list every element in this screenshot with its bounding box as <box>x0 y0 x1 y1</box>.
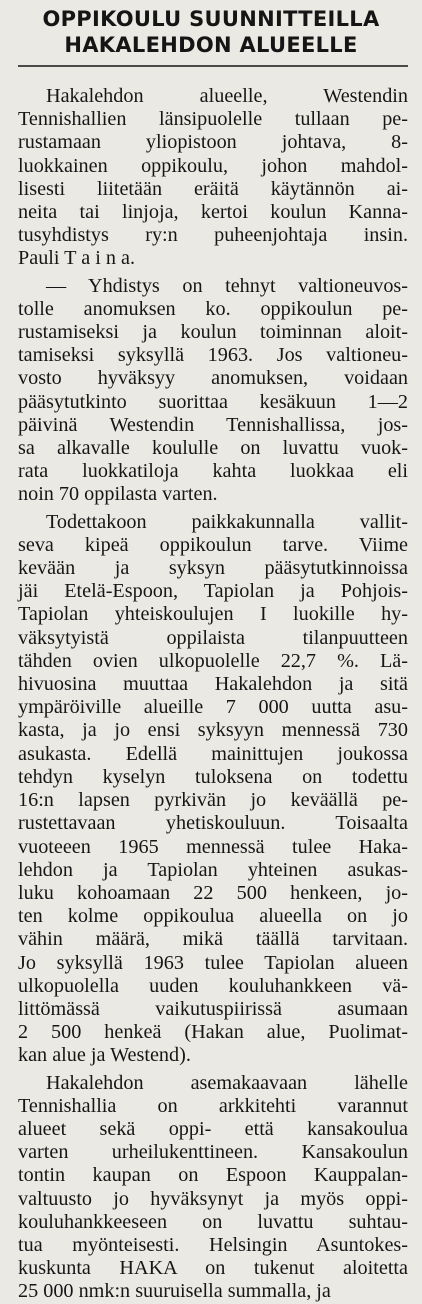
paragraph <box>18 275 408 507</box>
headline <box>0 6 422 58</box>
text-line: Tapiolan yhteiskoulujen I luokille hy- <box>18 603 408 626</box>
text-line: tähden ovien ulkopuolelle 22,7 %. Lä- <box>18 649 408 672</box>
text-line: 25 000 nmk:n suuruisella summalla, ja <box>18 1280 331 1303</box>
text-line: Tennishallia on arkkitehti varannut <box>18 1094 408 1117</box>
text-line: kasta, ja jo ensi syksyyn mennessä 730 <box>18 719 408 742</box>
text-line: Tennishallien länsipuolelle tullaan pe- <box>18 108 408 131</box>
text-line: tua myönteisesti. Helsingin Asuntokes- <box>18 1233 408 1256</box>
text-line: jäi Etelä-Espoon, Tapiolan ja Pohjois- <box>18 580 408 603</box>
text-line: kuskunta HAKA on tukenut aloitetta <box>18 1257 408 1280</box>
text-line: rata luokkatiloja kahta luokkaa eli <box>18 460 408 483</box>
text-line: tusyhdistys ry:n puheenjohtaja insin. <box>18 224 408 247</box>
paragraph <box>18 1072 408 1304</box>
text-line: tehdyn kyselyn tuloksena on todettu <box>18 765 408 788</box>
text-line: ulkopuolella uuden kouluhankkeen vä- <box>18 974 408 997</box>
text-line: neita tai linjoja, kertoi koulun Kanna- <box>18 201 408 224</box>
text-line: varten urheilukenttineen. Kansakoulun <box>18 1141 408 1164</box>
text-line: ten kolme oppikoulua alueella on jo <box>18 905 408 928</box>
text-line: Hakalehdon asemakaavaan lähelle <box>46 1071 408 1094</box>
text-line: tontin kaupan on Espoon Kauppalan- <box>18 1164 408 1187</box>
text-line: luku kohoamaan 22 500 henkeen, jo- <box>18 881 408 904</box>
text-line: seva kipeä oppikoulun tarve. Viime <box>18 533 408 556</box>
text-line: luokkainen oppikoulu, johon mahdol- <box>18 154 408 177</box>
paragraph <box>18 85 408 271</box>
text-line: vosto hyväksyy anomuksen, voidaan <box>18 367 408 390</box>
text-line: tolle anomuksen ko. oppikoulun pe- <box>18 297 408 320</box>
text-line: rustamiseksi ja koulun toiminnan aloit- <box>18 321 408 344</box>
text-line: kevään ja syksyn pääsytutkinnoissa <box>18 557 408 580</box>
text-line: pääsytutkinto suorittaa kesäkuun 1—2 <box>18 390 408 413</box>
text-line: 16:n lapsen pyrkivän jo keväällä pe- <box>18 789 408 812</box>
text-line: alueet sekä oppi- että kansakoulua <box>18 1117 408 1140</box>
text-line: lisesti liitetään eräitä käytännön ai- <box>18 177 408 200</box>
text-line: sa alkavalle koululle on luvattu vuok- <box>18 437 408 460</box>
text-line: päivinä Westendin Tennishallissa, jos- <box>18 413 408 436</box>
article-body <box>0 67 422 1304</box>
text-line: noin 70 oppilasta varten. <box>18 483 218 506</box>
text-line: vuoteeen 1965 mennessä tulee Haka- <box>18 835 408 858</box>
text-line: Pauli T a i n a. <box>18 247 136 270</box>
text-line: Hakalehdon alueelle, Westendin <box>46 85 408 107</box>
text-line: ympäröiville alueille 7 000 uutta asu- <box>18 696 408 719</box>
text-line: kan alue ja Westend). <box>18 1044 191 1067</box>
text-line: Todettakoon paikkakunnalla vallit- <box>46 510 408 533</box>
text-line: vähin määrä, mikä täällä tarvitaan. <box>18 928 408 951</box>
headline-line-1: OPPIKOULU SUUNNITTEILLA <box>42 7 380 31</box>
text-line: väksytyistä oppilaista tilanpuutteen <box>18 626 408 649</box>
text-line: — Yhdistys on tehnyt valtioneuvos- <box>46 274 408 297</box>
text-line: valtuusto jo hyväksynyt ja myös oppi- <box>18 1187 408 1210</box>
headline-line-2: HAKALEHDON ALUEELLE <box>64 33 358 57</box>
text-line: kouluhankkeeseen on luvattu suhtau- <box>18 1210 408 1233</box>
text-line: asukasta. Edellä mainittujen joukossa <box>18 742 408 765</box>
text-line: 2 500 henkeä (Hakan alue, Puolimat- <box>18 1021 408 1044</box>
text-line: rustamaan yliopistoon johtava, 8- <box>18 131 408 154</box>
paragraph <box>18 511 408 1068</box>
text-line: rustettavaan yhetiskouluun. Toisaalta <box>18 812 408 835</box>
text-line: Jo syksyllä 1963 tulee Tapiolan alueen <box>18 951 408 974</box>
text-line: tamiseksi syksyllä 1963. Jos valtioneu- <box>18 344 408 367</box>
text-line: hivuosina muuttaa Hakalehdon ja sitä <box>18 673 408 696</box>
text-line: lehdon ja Tapiolan yhteinen asukas- <box>18 858 408 881</box>
text-line: littömässä vaikutuspiirissä asumaan <box>18 997 408 1020</box>
